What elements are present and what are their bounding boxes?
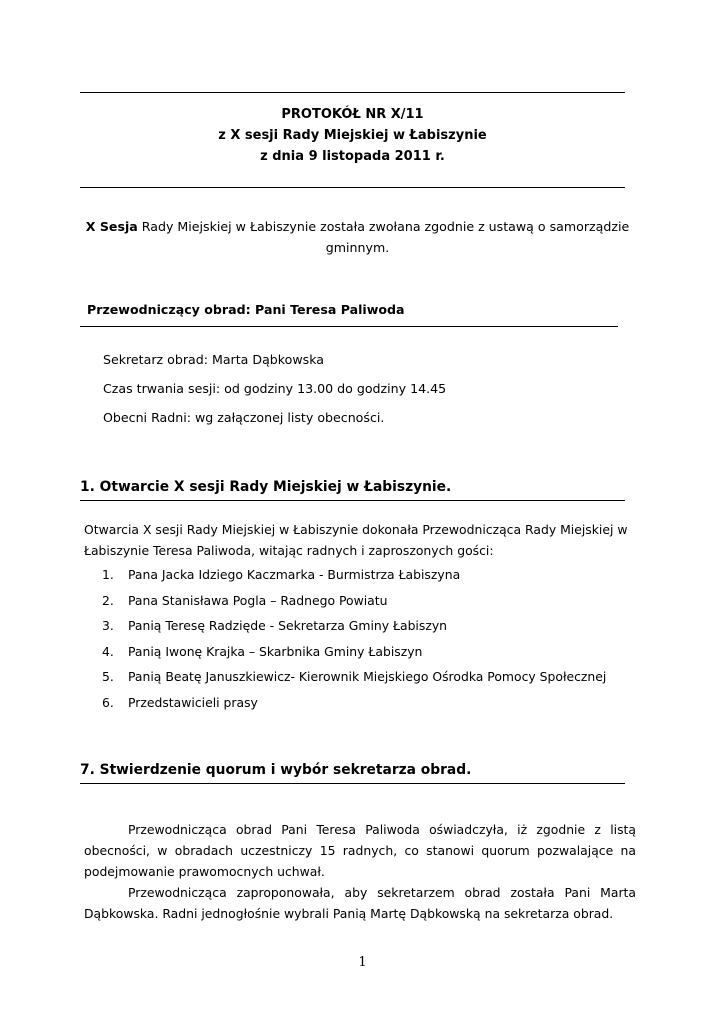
guest-list-text: Przedstawicieli prasy [128,694,258,710]
guest-list-text: Panią Teresę Radzięde - Sekretarza Gminy Łabiszyn [128,618,448,633]
section-1-rule [80,500,625,501]
guest-list-number: 6. [102,694,114,710]
guest-list-number: 3. [102,618,114,633]
guest-list-number: 1. [102,567,114,582]
duration-line: Czas trwania sesji: od godziny 13.00 do godziny 14.45 [103,381,447,396]
guest-list-item [102,690,606,716]
section-2-text [84,819,636,924]
chairperson-line: Przewodniczący obrad: Pani Teresa Paliwoda [87,302,405,317]
title-line-3: z dnia 9 listopada 2011 r. [260,149,445,164]
chair-rule [80,326,618,327]
guest-list-text: Panią Beatę Januszkiewicz- Kierownik Miejskiego Ośrodka Pomocy Społecznej [128,669,607,684]
guest-list-number: 4. [102,643,114,659]
guest-list-item [102,613,606,639]
guest-list-number: 2. [102,592,114,608]
guest-list-item [102,664,606,690]
quorum-paragraph: Przewodnicząca obrad Pani Teresa Paliwoda oświadczyła, iż zgodnie z listą obecności, w obradach uczestniczy 15 radnych, co stanowi quorum pozwalające na podejmowanie prawomocnych uchwał. [84,822,636,879]
guest-list-text: Pana Jacka Idziego Kaczmarka - Burmistrza Łabiszyna [128,567,461,582]
section-1-text: Otwarcia X sesji Rady Miejskiej w Łabiszynie dokonała Przewodnicząca Rady Miejskiej w Łabiszynie Teresa Paliwoda, witając radnych i zaproszonych gości: [84,522,628,558]
title-line-1: PROTOKÓŁ NR X/11 [281,107,424,122]
secretary-line: Sekretarz obrad: Marta Dąbkowska [103,352,324,367]
section-2-rule [80,783,625,784]
intro-paragraph [80,216,635,258]
guest-list-number: 5. [102,669,114,684]
title-line-2: z X sesji Rady Miejskiej w Łabiszynie [218,128,487,143]
guest-list [102,562,606,715]
present-line: Obecni Radni: wg załączonej listy obecności. [103,410,385,425]
top-rule [80,92,625,93]
title-bottom-rule [80,187,625,188]
guest-list-item [102,562,606,588]
guest-list-item [102,639,606,665]
section-1-heading: 1. Otwarcie X sesji Rady Miejskiej w Łabiszynie. [80,479,452,495]
intro-text: Rady Miejskiej w Łabiszynie została zwołana zgodnie z ustawą o samorządzie gminnym. [137,219,630,255]
guest-list-text: Pana Stanisława Pogla – Radnego Powiatu [128,592,388,608]
secretary-paragraph: Przewodnicząca zaproponowała, aby sekretarzem obrad została Pani Marta Dąbkowska. Radni jednogłośnie wybrali Panią Martę Dąbkowską na sekretarza obrad. [84,885,636,921]
page-number: 1 [358,955,367,970]
guest-list-item [102,588,606,614]
guest-list-text: Panią Iwonę Krajka – Skarbnika Gminy Łabiszyn [128,643,423,659]
section-2-heading: 7. Stwierdzenie quorum i wybór sekretarza obrad. [80,762,472,778]
document-title [80,104,625,167]
intro-bold: X Sesja [85,219,138,234]
